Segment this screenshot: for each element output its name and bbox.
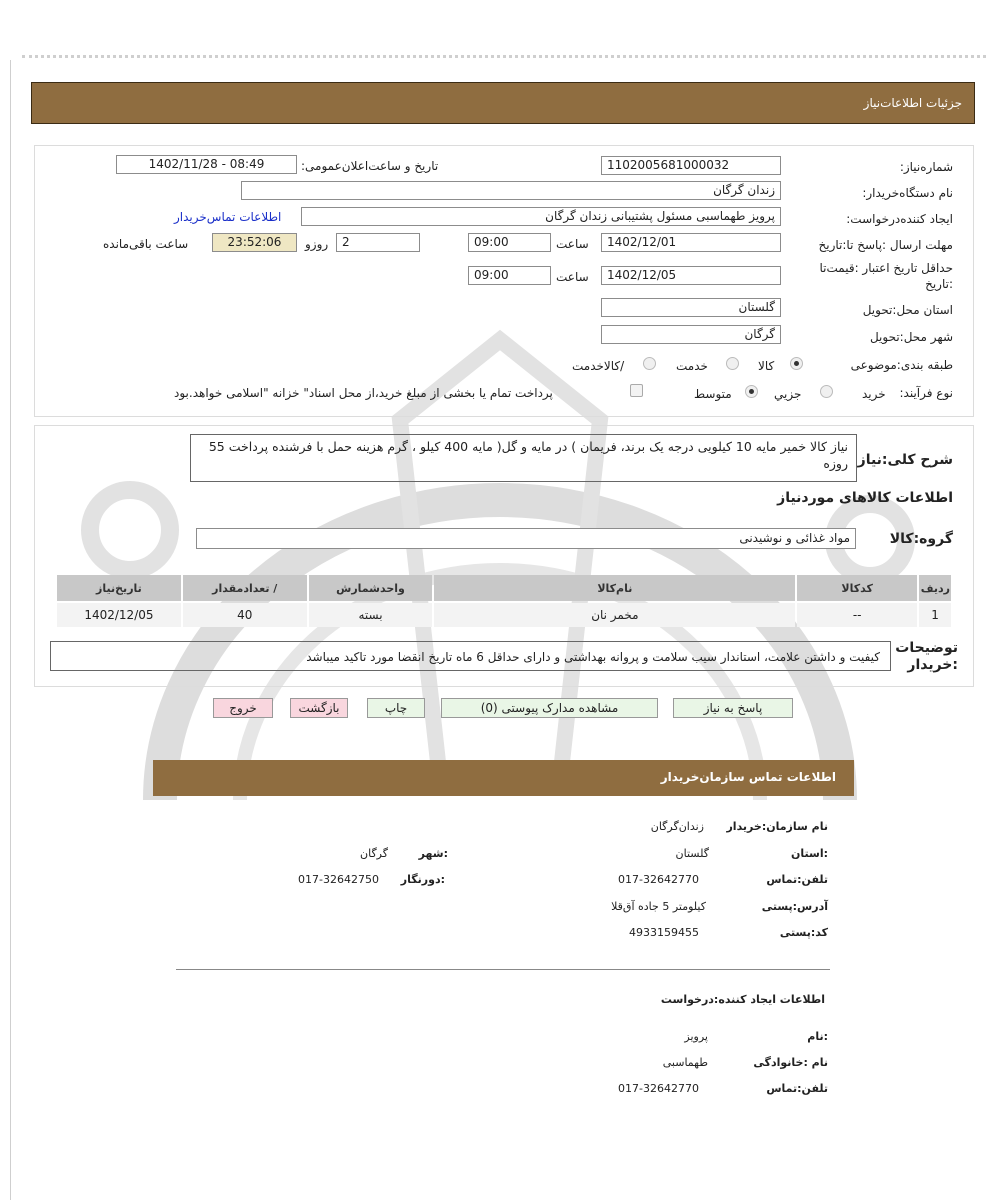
contact-divider — [176, 969, 830, 970]
contact-phone-value: 017-32642770 — [618, 873, 699, 886]
creator-family-label: نام :خانوادگی — [753, 1056, 828, 1069]
contact-fax-value: 017-32642750 — [298, 873, 379, 886]
page-header-title: جزئیات اطلاعات‌نیاز — [863, 96, 962, 110]
process-radio-medium[interactable] — [745, 385, 758, 398]
announce-datetime-field: 1402/11/28 - 08:49 — [116, 155, 297, 174]
col-name-header: نام‌کالا — [434, 575, 795, 601]
contact-address-value: کیلومتر 5 جاده آق‌قلا — [611, 900, 706, 913]
table-row — [57, 603, 951, 627]
goods-group-label: گروه:کالا — [889, 531, 953, 547]
validity-label-2: :تاریخ — [925, 277, 953, 291]
category-goods-service-label: /کالاخدمت — [572, 359, 625, 373]
creator-field: پرویز طهماسبی مسئول پشتیبانی زندان گرگان — [301, 207, 781, 226]
creator-info-title: اطلاعات ایجاد کننده:درخواست — [660, 993, 825, 1006]
description-label: شرح کلی:نیاز — [857, 452, 953, 468]
contact-province-value: گلستان — [675, 847, 709, 860]
goods-info-heading: اطلاعات کالاهای مورد‌نیاز — [777, 490, 953, 506]
process-label: نوع فرآیند: — [899, 386, 953, 400]
need-number-label: شماره‌نیاز: — [899, 160, 953, 174]
reply-button[interactable]: پاسخ به نیاز — [673, 698, 793, 718]
cell-row: 1 — [919, 603, 951, 627]
validity-date-field: 1402/12/05 — [601, 266, 781, 285]
back-button[interactable]: بازگشت — [290, 698, 348, 718]
cell-code: -- — [797, 603, 917, 627]
creator-phone-value: 017-32642770 — [618, 1082, 699, 1095]
days-label: روزو — [305, 237, 329, 251]
contact-city-label: :شهر — [418, 847, 448, 860]
process-partial-label: جزیي — [774, 387, 802, 401]
cell-name: مخمر نان — [434, 603, 795, 627]
deadline-time-label: ساعت — [556, 237, 589, 251]
treasury-payment-checkbox[interactable] — [630, 384, 643, 397]
process-radio-partial[interactable] — [820, 385, 833, 398]
contact-org-label: نام سازمان:خریدار — [726, 820, 828, 833]
province-label: استان محل:تحویل — [862, 303, 953, 317]
creator-name-value: پرویز — [684, 1030, 708, 1043]
notes-label-2: :خریدار — [907, 657, 958, 673]
category-label: طبقه بندی:موضوعی — [850, 358, 953, 372]
category-radio-goods[interactable] — [790, 357, 803, 370]
city-field: گرگان — [601, 325, 781, 344]
buyer-org-field: زندان گرگان — [241, 181, 781, 200]
cell-date: 1402/12/05 — [57, 603, 181, 627]
city-label: شهر محل:تحویل — [869, 330, 953, 344]
category-goods-label: کالا — [758, 359, 775, 373]
deadline-label: مهلت ارسال :پاسخ تا:تاریخ — [818, 238, 953, 252]
buyer-contact-link[interactable]: اطلاعات تماس‌خریدار — [174, 210, 282, 224]
print-button[interactable]: چاپ — [367, 698, 425, 718]
announce-label: تاریخ و ساعت‌اعلان‌عمومی: — [301, 159, 439, 173]
creator-name-label: :نام — [807, 1030, 828, 1043]
contact-header — [153, 760, 854, 796]
contact-province-label: :استان — [791, 847, 828, 860]
cell-unit: بسته — [309, 603, 433, 627]
contact-header-title: اطلاعات تماس سازمان‌خریدار — [660, 770, 836, 784]
contact-fax-label: :دورنگار — [400, 873, 445, 886]
col-code-header: کدکالا — [797, 575, 917, 601]
cell-qty: 40 — [183, 603, 307, 627]
process-buy-label: خرید — [862, 387, 886, 401]
process-medium-label: متوسط — [694, 387, 732, 401]
view-attachments-button[interactable]: مشاهده مدارک پیوستی (0) — [441, 698, 658, 718]
validity-time-label: ساعت — [556, 270, 589, 284]
deadline-date-field: 1402/12/01 — [601, 233, 781, 252]
buyer-org-label: نام دستگاه‌خریدار: — [862, 186, 953, 200]
page-header — [31, 82, 975, 124]
notes-text: کیفیت و داشتن علامت، استاندار سیب سلامت و پروانه بهداشتی و دارای حداقل 6 ماه تاریخ انقضا مورد تاکید میباشد — [50, 641, 891, 671]
col-date-header: تاریخ‌نیاز — [57, 575, 181, 601]
left-border-line — [10, 60, 11, 1200]
contact-phone-label: تلفن:تماس — [766, 873, 828, 886]
validity-time-field: 09:00 — [468, 266, 551, 285]
notes-label-1: توضیحات — [895, 640, 958, 656]
category-radio-service[interactable] — [726, 357, 739, 370]
creator-phone-label: تلفن:تماس — [766, 1082, 828, 1095]
creator-family-value: طهماسبی — [662, 1056, 708, 1069]
contact-postal-value: 4933159455 — [629, 926, 699, 939]
deadline-time-field: 09:00 — [468, 233, 551, 252]
col-row-header: ردیف — [919, 575, 951, 601]
creator-label: ایجاد کننده‌درخواست: — [846, 212, 953, 226]
contact-city-value: گرگان — [360, 847, 388, 860]
remaining-time-field: 23:52:06 — [212, 233, 297, 252]
exit-button[interactable]: خروج — [213, 698, 273, 718]
category-service-label: خدمت — [676, 359, 708, 373]
validity-label-1: حداقل تاریخ اعتبار :قیمت‌تا — [819, 261, 953, 275]
remaining-days-field: 2 — [336, 233, 420, 252]
treasury-payment-note: پرداخت تمام یا بخشی از مبلغ خرید،از محل اسناد" خزانه "اسلامی خواهد.بود — [174, 386, 553, 400]
col-qty-header: / تعداد‌مقدار — [183, 575, 307, 601]
top-dotted-divider — [22, 55, 986, 58]
contact-address-label: آدرس:پستی — [761, 900, 828, 913]
need-number-field: 1102005681000032 — [601, 156, 781, 175]
goods-table — [55, 573, 953, 629]
col-unit-header: واحد‌شمارش — [309, 575, 433, 601]
category-radio-goods-service[interactable] — [643, 357, 656, 370]
contact-postal-label: کد:پستی — [779, 926, 828, 939]
province-field: گلستان — [601, 298, 781, 317]
contact-org-value: زندان‌گرگان — [650, 820, 704, 833]
description-text: نیاز کالا خمیر مایه 10 کیلویی درجه یک برند، فریمان ) در مایه و گل( مایه 400 کیلو ، گرم هزینه حمل با فرشنده پرداخت 55 روزه — [190, 434, 857, 482]
goods-group-field: مواد غذائی و نوشیدنی — [196, 528, 856, 549]
remaining-time-label: ساعت باقی‌مانده — [103, 237, 189, 251]
